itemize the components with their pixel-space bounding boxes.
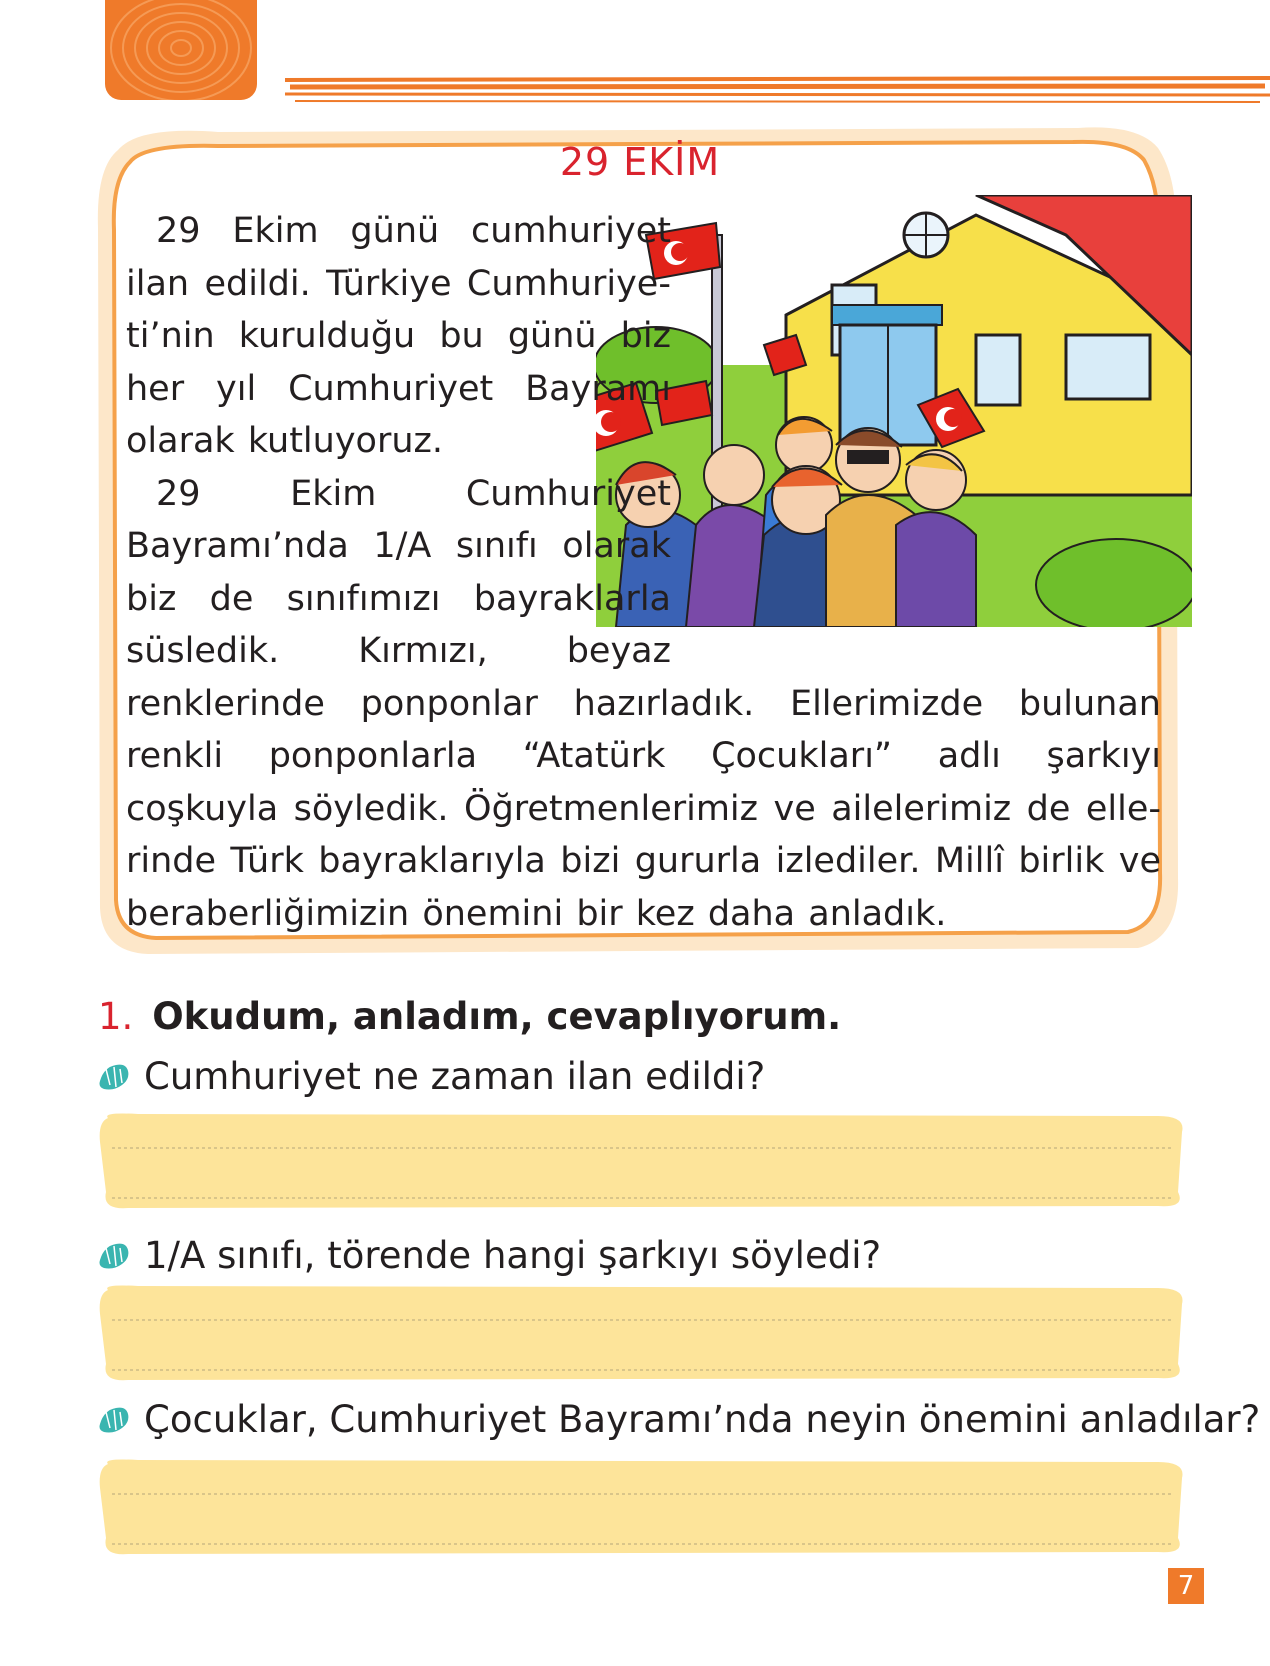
answer-area-1[interactable] — [98, 1112, 1188, 1210]
question-1 — [96, 1055, 765, 1098]
teal-brush-icon — [96, 1404, 132, 1436]
question-3 — [96, 1398, 1260, 1441]
answer-area-3[interactable] — [98, 1458, 1188, 1556]
answer-area-2[interactable] — [98, 1284, 1188, 1382]
story-body — [126, 205, 1161, 940]
illustration-wrap-spacer — [671, 205, 1161, 635]
teal-brush-icon — [96, 1061, 132, 1093]
teal-brush-icon — [96, 1240, 132, 1272]
page-number: 7 — [1168, 1568, 1204, 1604]
exercise-heading — [98, 995, 841, 1038]
question-2 — [96, 1234, 881, 1277]
wood-grain-pattern — [105, 0, 257, 100]
story-paragraph: 29 Ekim günü cumhuriyet ilan edildi. Türkiye Cumhuriyeti’nin kurulduğu bu günü biz her yıl Cumhuriyet Bayramı olarak kutluyoruz. — [126, 211, 671, 461]
exercise-number: 1. — [98, 995, 134, 1038]
exercise-title: Okudum, anladım, cevaplıyorum. — [152, 995, 842, 1038]
question-text: 1/A sınıfı, törende hangi şarkıyı söyledi? — [144, 1234, 882, 1277]
corner-tab — [105, 0, 257, 100]
question-text: Çocuklar, Cumhuriyet Bayramı’nda neyin önemini anladılar? — [144, 1398, 1261, 1441]
story-paragraph: 29 Ekim Cumhuriyet Bayramı’nda 1/A sınıfı olarak biz de sınıfımızı bayraklarla süsledik. Kırmızı, beyaz renklerinde ponponlar hazırladık. Ellerimizde bulunan renkli ponponlarla “Atatürk Çocukları” adlı şarkıyı coşkuyla söyledik. Öğretmenlerimiz ve ailelerimiz de ellerinde Türk bayraklarıyla bizi gururla izlediler. Millî birlik ve beraberliğimizin önemini bir kez daha anladık. — [126, 473, 1161, 934]
question-text: Cumhuriyet ne zaman ilan edildi? — [144, 1055, 766, 1098]
header-stripes — [285, 72, 1270, 108]
story-title: 29 EKİM — [559, 140, 721, 184]
